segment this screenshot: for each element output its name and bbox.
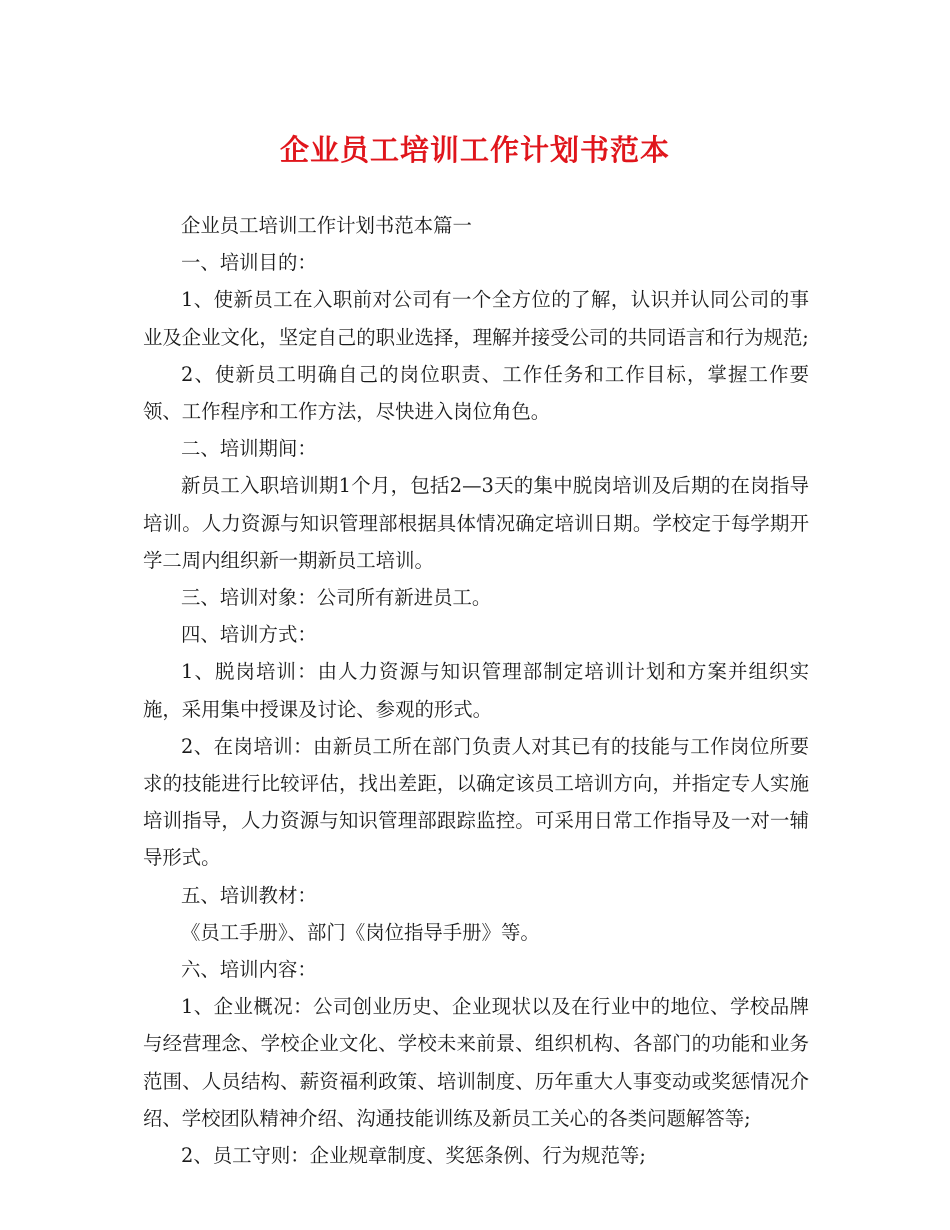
- paragraph: 一、培训目的：: [181, 251, 317, 275]
- paragraph: 1、企业概况：公司创业历史、企业现状以及在行业中的地位、学校品牌与经营理念、学校企业文化、学校未来前景、组织机构、各部门的功能和业务范围、人员结构、薪资福利政策、培训制度、历年重大人事变动或奖惩情况介绍、学校团队精神介绍、沟通技能训练及新员工关心的各类问题解答等;: [143, 995, 809, 1130]
- paragraph: 四、培训方式：: [181, 623, 317, 647]
- paragraph: 六、培训内容：: [181, 958, 317, 982]
- document-body: [143, 207, 809, 1174]
- section-heading: 企业员工培训工作计划书范本篇一: [181, 214, 472, 237]
- paragraph: 2、员工守则：企业规章制度、奖惩条例、行为规范等;: [181, 1144, 646, 1168]
- document-title: 企业员工培训工作计划书范本: [279, 133, 670, 167]
- paragraph: 《员工手册》、部门《岗位指导手册》等。: [181, 920, 540, 944]
- paragraph: 五、培训教材：: [181, 883, 317, 907]
- paragraph: 1、脱岗培训：由人力资源与知识管理部制定培训计划和方案并组织实施，采用集中授课及讨论、参观的形式。: [143, 660, 809, 721]
- paragraph: 三、培训对象：公司所有新进员工。: [181, 586, 492, 610]
- paragraph: 2、在岗培训：由新员工所在部门负责人对其已有的技能与工作岗位所要求的技能进行比较评估，找出差距，以确定该员工培训方向，并指定专人实施培训指导，人力资源与知识管理部跟踪监控。可采用日常工作指导及一对一辅导形式。: [143, 734, 809, 870]
- paragraph: 二、培训期间：: [181, 437, 317, 461]
- paragraph: 1、使新员工在入职前对公司有一个全方位的了解，认识并认同公司的事业及企业文化，坚定自己的职业选择，理解并接受公司的共同语言和行为规范;: [143, 288, 809, 349]
- paragraph: 2、使新员工明确自己的岗位职责、工作任务和工作目标，掌握工作要领、工作程序和工作方法，尽快进入岗位角色。: [143, 362, 809, 424]
- paragraph: 新员工入职培训期1个月，包括2—3天的集中脱岗培训及后期的在岗指导培训。人力资源与知识管理部根据具体情况确定培训日期。学校定于每学期开学二周内组织新一期新员工培训。: [143, 474, 809, 572]
